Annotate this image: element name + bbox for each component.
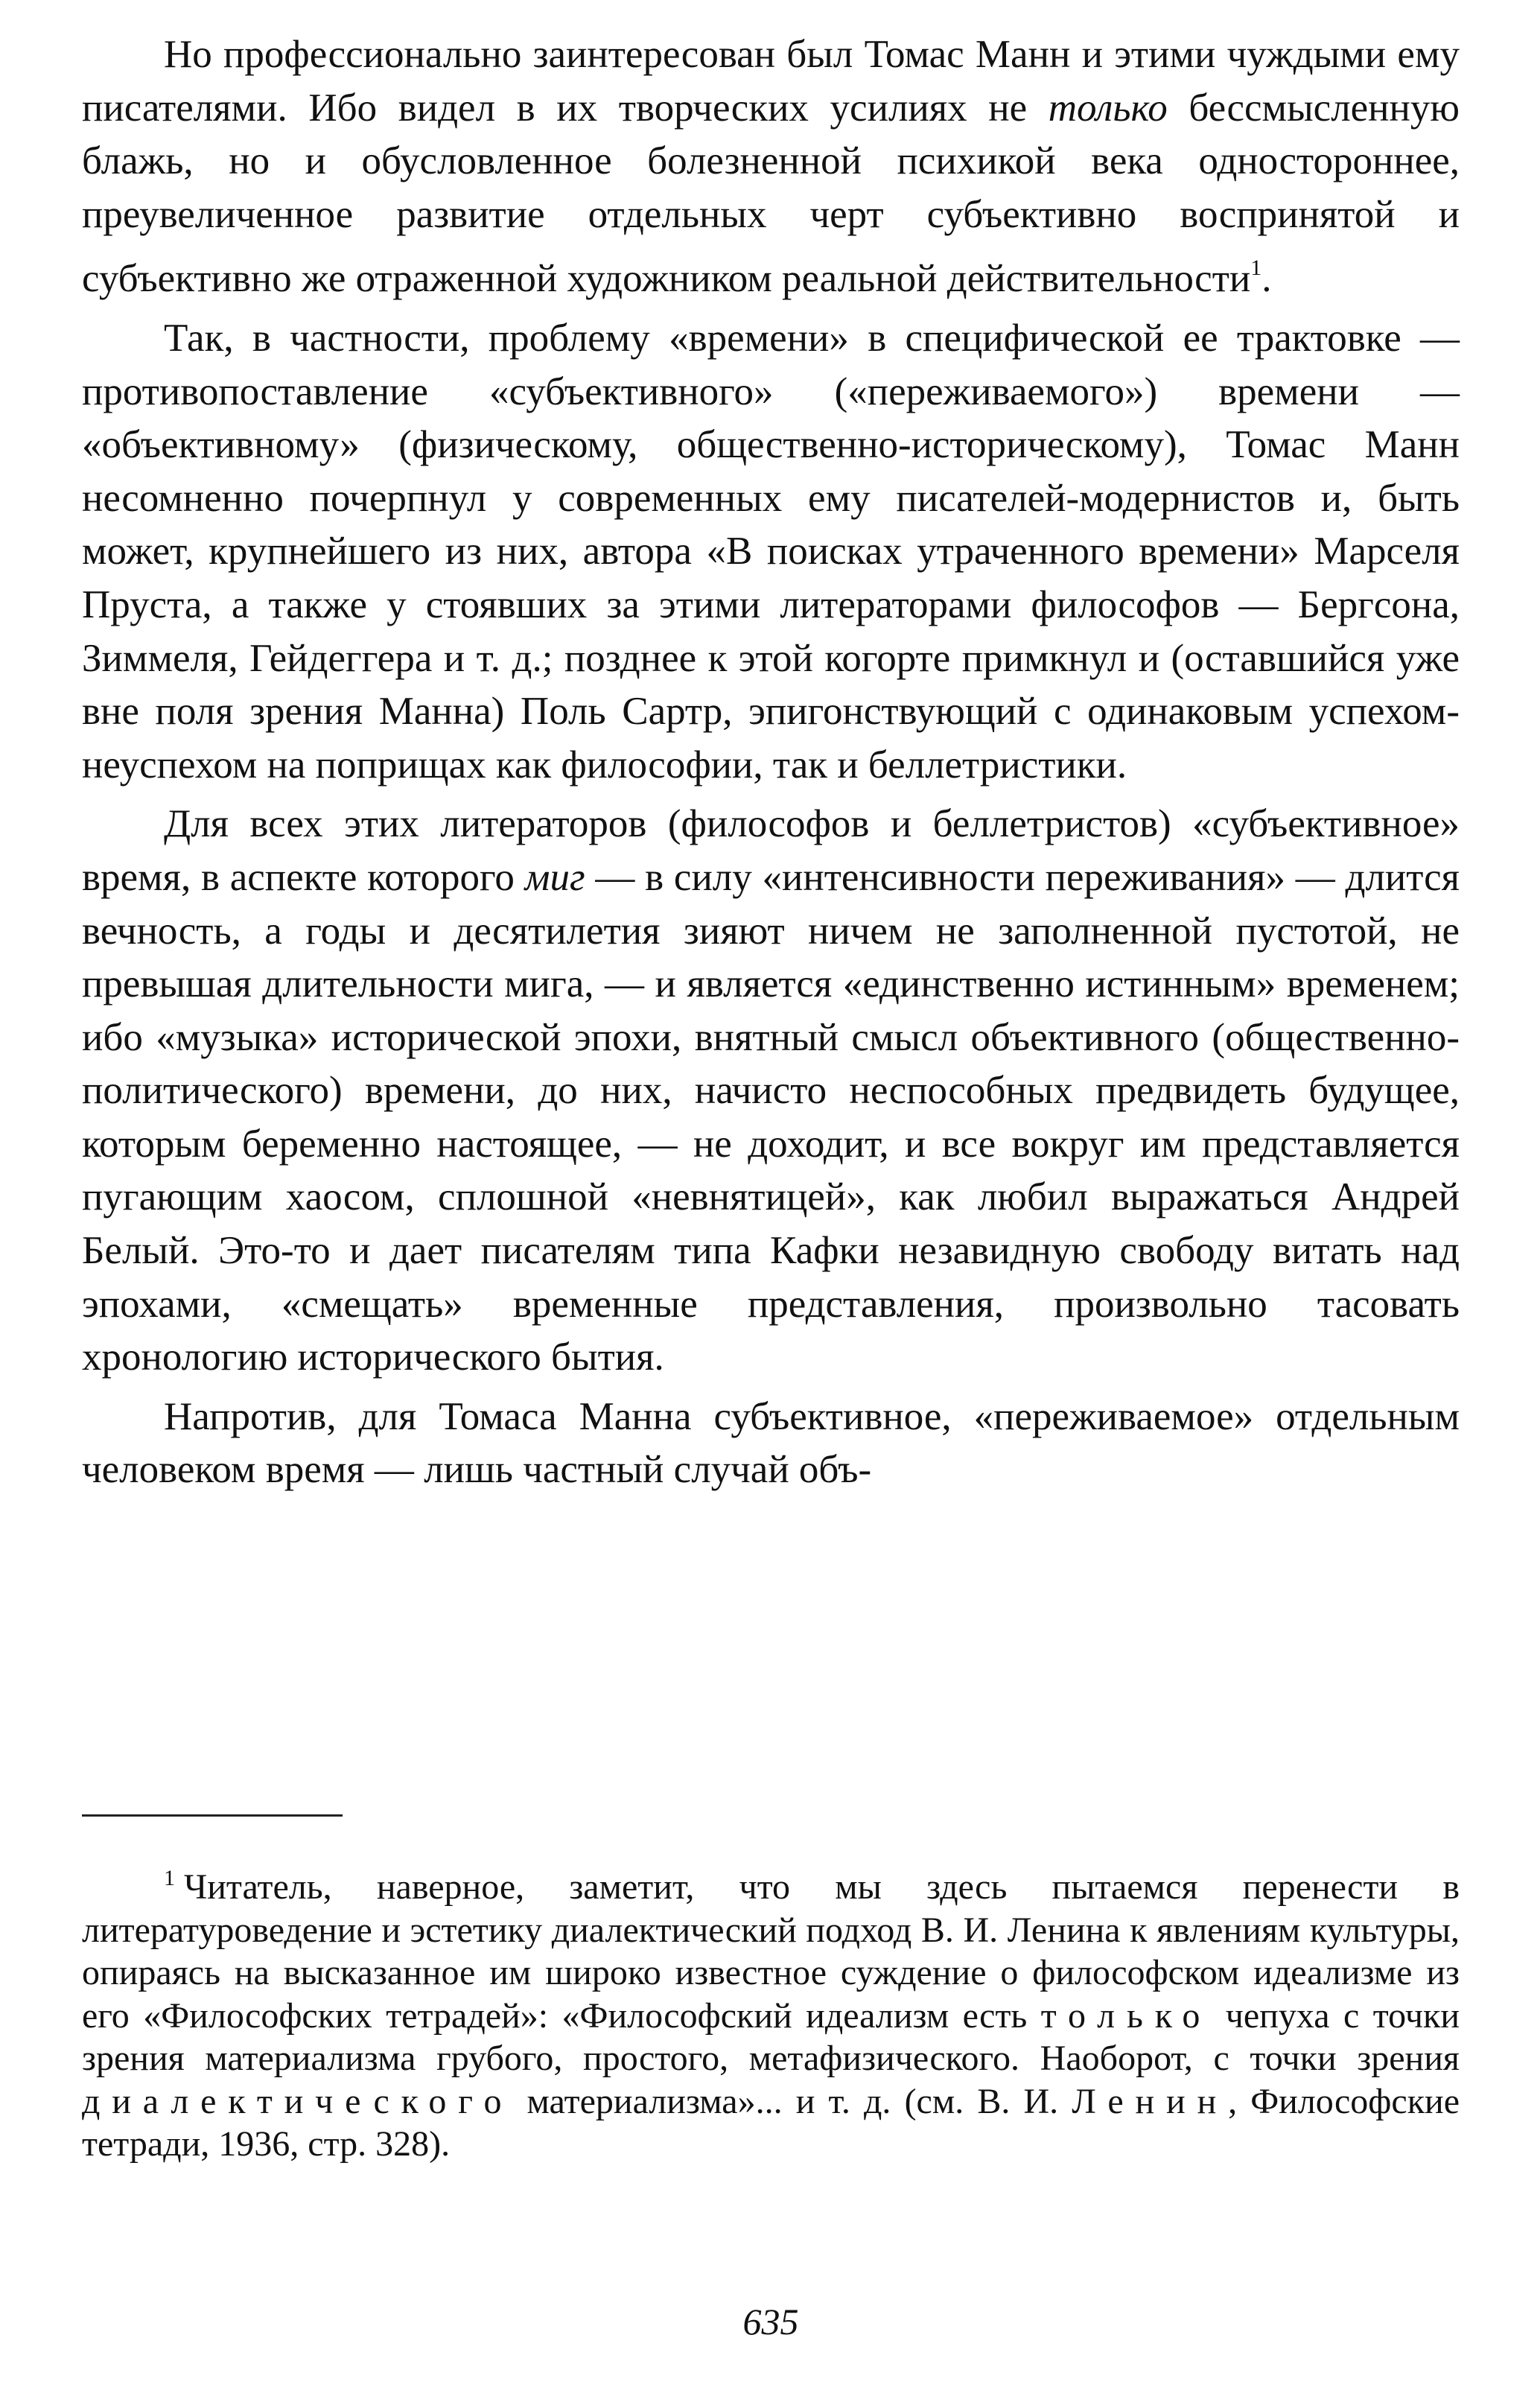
footnotes [82,1857,1460,2166]
footnote-reference[interactable]: 1 [1250,255,1262,281]
paragraph-2: Так, в частности, проблему «времени» в специфической ее трактовке — противопоставление «субъективного» («переживаемого») времени — «объективному» (физическому, общественно-историческому), Томас Манн несомненно почерпнул у современных ему писателей-модернистов и, быть может, крупнейшего из них, автора «В поисках утраченного времени» Марселя Пруста, а также у стоявших за этими литераторами философов — Бергсона, Зиммеля, Гейдеггера и т. д.; позднее к этой когорте примкнул и (оставшийся уже вне поля зрения Манна) Поль Сартр, эпигонствующий с одинаковым успехом-неуспехом на поприщах как философии, так и беллетристики. [82,316,1460,787]
paragraph-1-text-a: Но профессионально заинтересован был Томас Манн и этими чуждыми ему писателями. Ибо видел в их творческих усилиях не [82,33,1460,130]
page-number: 635 [742,2301,799,2342]
italic-word-mig: миг [524,855,585,899]
paragraph-3-text-a: Для всех этих литераторов (философов и беллетристов) «субъективное» время, в аспекте которого [82,802,1460,899]
footnote-text-b: чепуха с точки зрения материализма грубого, простого, метафизического. Наоборот, с точки зрения [82,1995,1460,2078]
paragraph-1-text-b: бессмысленную блажь, но и обусловленное болезненной психикой века одностороннее, преувеличенное развитие отдельных черт субъективно воспринятой и субъективно же отраженной художником реальной действительности [82,86,1460,301]
footnote-divider [82,1814,343,1817]
footnote-marker: 1 [164,1866,175,1890]
spaced-word-lenin: Ленин [1072,2081,1229,2121]
footnote-text-d: , Философские тетради, 1936, стр. 328). [82,2081,1460,2164]
spaced-word-dialekticheskogo: диалектического [82,2081,514,2121]
paragraph-1 [82,28,1460,306]
book-page [82,28,1460,2342]
footnote-text-a: Читатель, наверное, заметит, что мы здесь пытаемся перенести в литературоведение и эстетику диалектический подход В. И. Ленина к явлениям культуры, опираясь на высказанное им широко известное суждение о философском идеализме из его «Философских тетрадей»: «Философский идеализм есть [82,1867,1460,2036]
paragraph-3 [82,798,1460,1385]
paragraph-3-text-b: — в силу «интенсивности переживания» — длится вечность, а годы и десятилетия зияют ничем не заполненной пустотой, не превышая длительности мига, — и является «единственно истинным» временем; ибо «музыка» исторической эпохи, внятный смысл объективного (общественно-политического) времени, до них, начисто неспособных предвидеть будущее, которым беременно настоящее, — не доходит, и все вокруг им представляется пугающим хаосом, сплошной «невнятицей», как любил выражаться Андрей Белый. Это-то и дает писателям типа Кафки незавидную свободу витать над эпохами, «смещать» временные представления, произвольно тасовать хронологию исторического бытия. [82,855,1460,1379]
main-text [82,28,1460,1497]
spaced-word-tolko: только [1040,1995,1212,2036]
footnote-text-c: материализма»... и т. д. (см. В. И. [513,2081,1072,2121]
paragraph-1-text-c: . [1261,257,1272,301]
italic-word-only: только [1048,86,1168,130]
paragraph-4: Напротив, для Томаса Манна субъективное, «переживаемое» отдельным человеком время — лишь частный случай объ- [82,1394,1460,1492]
footnote-1 [82,1857,1460,2166]
